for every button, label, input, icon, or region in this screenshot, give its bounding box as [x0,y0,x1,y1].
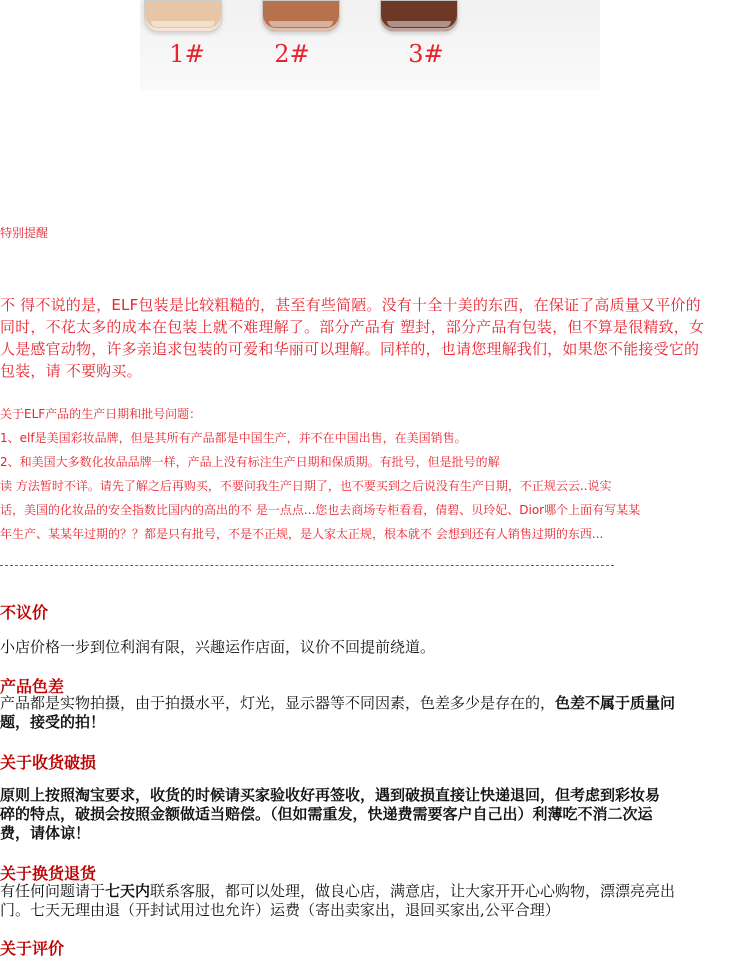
elf-packaging-notice [0,294,748,382]
returns-heading: 关于换货退货 [0,864,97,883]
color-diff-heading: 产品色差 [0,677,65,696]
shade-label-1: 1# [169,40,205,68]
damage-heading: 关于收货破损 [0,753,97,772]
color-diff-line-b: 色差不属于质量问 [555,694,676,712]
date-batch-notice [0,402,748,546]
dashed-divider [0,565,614,566]
notice-line: 同时，不花太多的成本在包装上就不难理解了。部分产品有 塑封，部分产品有包装，但不算是很精致，女 [0,318,705,336]
returns-line-a: 有任何问题请于 [0,882,106,900]
no-bargain-line: 小店价格一步到位利润有限，兴趣运作店面，议价不回提前绕道。 [0,638,436,656]
notice-line: 2、和美国大多数化妆品品牌一样，产品上没有标注生产日期和保质期。有批号，但是批号的解 [0,455,500,469]
shade-jar-1 [144,0,222,32]
notice-line: 读 方法暂时不详。请先了解之后再购买，不要问我生产日期了，也不要买到之后说没有生产日期，不正规云云..说实 [0,479,612,493]
notice-line: 人是感官动物，许多亲追求包装的可爱和华丽可以理解。同样的，也请您理解我们，如果您不能接受它的 [0,340,700,358]
reviews-heading: 关于评价 [0,939,65,958]
no-bargain-heading: 不议价 [0,603,49,622]
shade-label-3: 3# [408,40,444,68]
no-bargain-text [0,638,750,657]
notice-line: 包装，请 不要购买。 [0,362,142,380]
color-diff-line-2: 题，接受的拍！ [0,713,106,731]
damage-text [0,786,750,843]
returns-line-b: 七天内 [105,882,151,900]
damage-line-3: 费，请体谅！ [0,824,91,842]
returns-text [0,882,750,920]
shade-jar-3 [380,0,458,32]
notice-line: 关于ELF产品的生产日期和批号问题： [0,407,202,421]
notice-line: 年生产、某某年过期的？？都是只有批号，不是不正规，是人家太正规，根本就不 会想到还有人销售过期的东西... [0,527,604,541]
color-diff-text [0,694,750,732]
notice-line: 1、elf是美国彩妆品牌，但是其所有产品都是中国生产，并不在中国出售，在美国销售。 [0,431,467,445]
shade-label-2: 2# [274,40,310,68]
shade-jar-2 [262,0,340,32]
color-diff-line-a: 产品都是实物拍摄，由于拍摄水平，灯光，显示器等不同因素，色差多少是存在的， [0,694,556,712]
returns-line-2: 门。七天无理由退（开封试用过也允许）运费（寄出卖家出，退回买家出,公平合理） [0,901,560,919]
damage-line-1: 原则上按照淘宝要求，收货的时候请买家验收好再签收，遇到破损直接让快递退回，但考虑到彩妆易 [0,786,661,804]
returns-line-c: 联系客服，都可以处理，做良心店，满意店，让大家开开心心购物，漂漂亮亮出 [150,882,676,900]
special-notice-title: 特别提醒 [0,226,49,240]
damage-line-2: 碎的特点，破损会按照金额做适当赔偿。（但如需重发，快递费需要客户自己出）利薄吃不消二次运 [0,805,653,823]
notice-line: 不 得不说的是，ELF包装是比较粗糙的，甚至有些简陋。没有十全十美的东西，在保证了高质量又平价的 [0,296,701,314]
notice-line: 话，美国的化妆品的安全指数比国内的高出的不 是一点点...您也去商场专柜看看，倩碧、贝玲妃、Dior哪个上面有写某某 [0,503,641,517]
